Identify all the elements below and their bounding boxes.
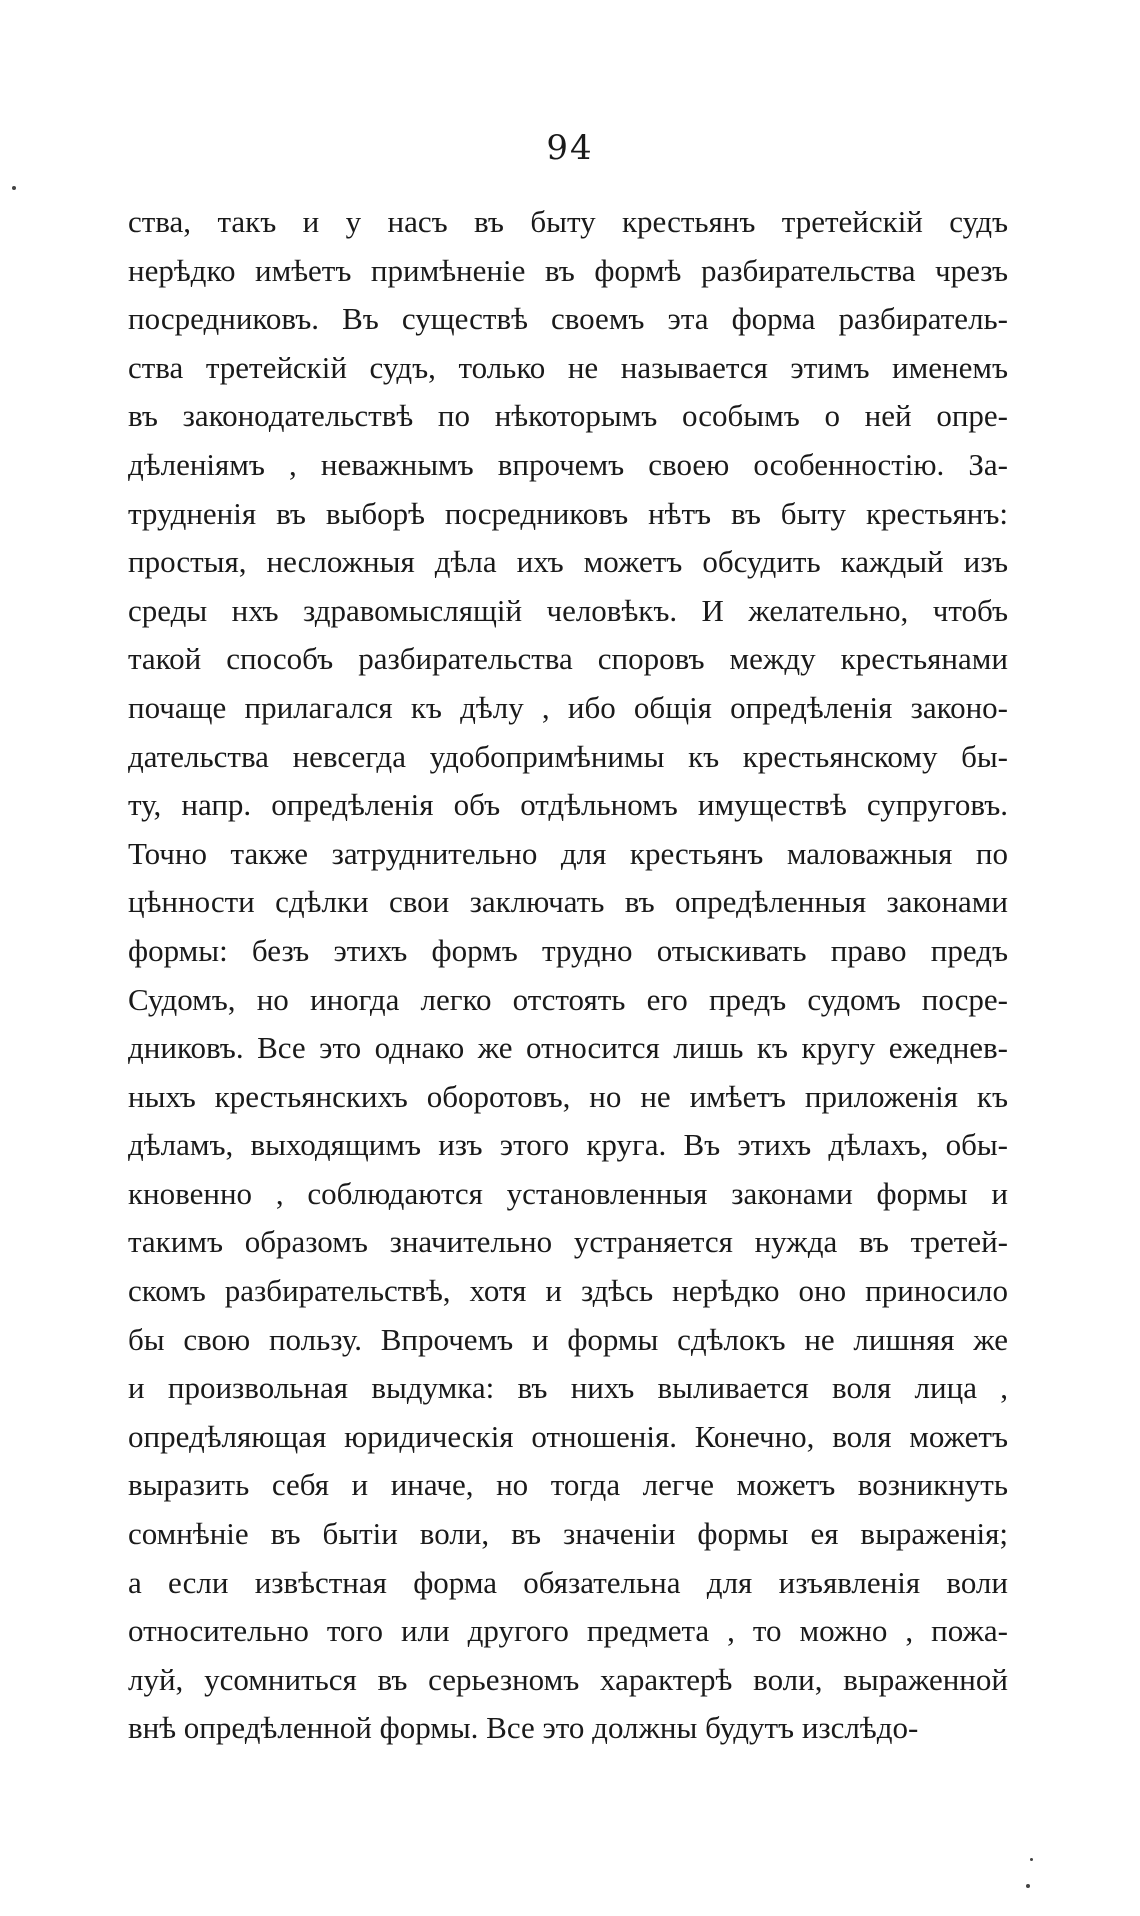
- text-line: выразить себя и иначе, но тогда легче можетъ возникнуть: [128, 1467, 1008, 1503]
- text-line: трудненія въ выборѣ посредниковъ нѣтъ въ быту крестьянъ:: [128, 495, 1008, 531]
- text-line: простыя, несложныя дѣла ихъ можетъ обсудить каждый изъ: [128, 544, 1008, 580]
- text-line: Судомъ, но иногда легко отстоять его предъ судомъ посре-: [128, 981, 1008, 1017]
- print-speck: [1026, 1884, 1030, 1888]
- text-line: такой способъ разбирательства споровъ между крестьянами: [128, 641, 1008, 677]
- text-line: скомъ разбирательствѣ, хотя и здѣсь нерѣдко оно приносило: [128, 1273, 1008, 1309]
- text-line: такимъ образомъ значительно устраняется нужда въ третей-: [128, 1224, 1008, 1260]
- text-line: кновенно , соблюдаются установленныя законами формы и: [128, 1175, 1008, 1211]
- text-line: дѣламъ, выходящимъ изъ этого круга. Въ этихъ дѣлахъ, обы-: [128, 1127, 1008, 1163]
- print-speck: [1030, 1858, 1033, 1861]
- text-line: опредѣляющая юридическія отношенія. Конечно, воля можетъ: [128, 1418, 1008, 1454]
- text-line: бы свою пользу. Впрочемъ и формы сдѣлокъ не лишняя же: [128, 1321, 1008, 1357]
- text-line: дѣленіямъ , неважнымъ впрочемъ своею особенностію. За-: [128, 446, 1008, 482]
- text-line: ныхъ крестьянскихъ оборотовъ, но не имѣетъ приложенія къ: [128, 1078, 1008, 1114]
- text-line: среды нхъ здравомыслящій человѣкъ. И желательно, чтобъ: [128, 592, 1008, 628]
- text-line: въ законодательствѣ по нѣкоторымъ особымъ о ней опре-: [128, 398, 1008, 434]
- text-line: а если извѣстная форма обязательна для изъявленія воли: [128, 1564, 1008, 1600]
- text-line: относительно того или другого предмета , то можно , пожа-: [128, 1613, 1008, 1649]
- text-line: ту, напр. опредѣленія объ отдѣльномъ имуществѣ супруговъ.: [128, 787, 1008, 823]
- text-line: ства, такъ и у насъ въ быту крестьянъ третейскій судъ: [128, 204, 1008, 239]
- text-line: посредниковъ. Въ существѣ своемъ эта форма разбиратель-: [128, 301, 1008, 337]
- text-line: Точно также затруднительно для крестьянъ маловажныя по: [128, 835, 1008, 871]
- text-line: формы: безъ этихъ формъ трудно отыскивать право предъ: [128, 932, 1008, 968]
- text-line: внѣ опредѣленной формы. Все это должны будутъ изслѣдо-: [128, 1710, 919, 1746]
- text-line: нерѣдко имѣетъ примѣненіе въ формѣ разбирательства чрезъ: [128, 252, 1008, 288]
- text-line: цѣнности сдѣлки свои заключать въ опредѣленныя законами: [128, 884, 1008, 920]
- text-line: луй, усомниться въ серьезномъ характерѣ воли, выраженной: [128, 1661, 1008, 1697]
- body-text: [128, 198, 1008, 1753]
- text-line: дательства невсегда удобопримѣнимы къ крестьянскому бы-: [128, 738, 1008, 774]
- print-speck: [12, 186, 16, 190]
- text-line: ства третейскій судъ, только не называется этимъ именемъ: [128, 349, 1008, 385]
- text-line: и произвольная выдумка: въ нихъ выливается воля лица ,: [128, 1370, 1008, 1406]
- text-line: сомнѣніе въ бытіи воли, въ значеніи формы ея выраженія;: [128, 1516, 1008, 1552]
- text-line: почаще прилагался къ дѣлу , ибо общія опредѣленія законо-: [128, 689, 1008, 725]
- text-line: дниковъ. Все это однако же относится лишь къ кругу ежеднев-: [128, 1030, 1008, 1066]
- page-number: 94: [546, 128, 594, 168]
